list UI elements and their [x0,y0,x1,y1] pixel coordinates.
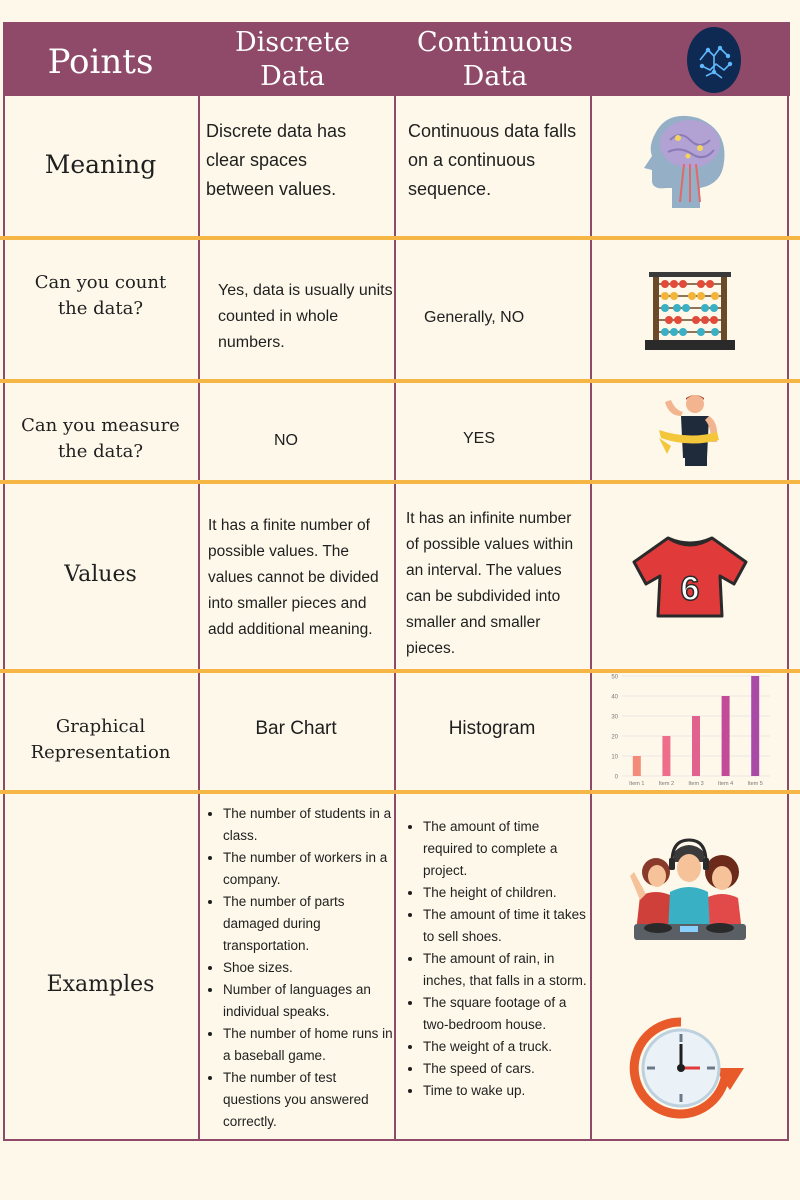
list-item: • The height of children. [423,882,589,904]
values-continuous-line: smaller and smaller [406,614,541,631]
chart-tick-label: 30 [611,714,618,721]
chart-bar [692,716,700,776]
list-item: • The speed of cars. [423,1058,589,1080]
header-discrete [200,26,385,94]
list-item: • Time to wake up. [423,1080,589,1102]
row-divider-1 [0,236,800,240]
meaning-continuous-line: on a continuous [408,150,536,170]
meaning-discrete-line: between values. [206,179,337,199]
values-discrete [208,513,393,643]
header-continuous-line1: Continuous [416,27,574,58]
header-points: Points [47,42,154,82]
jersey-icon [630,534,750,620]
examples-continuous [405,816,589,1102]
clock-icon [626,1016,746,1120]
row-label-values: Values [64,562,137,587]
column-divider-2 [394,96,396,1140]
header-continuous-line2: Data [462,61,528,92]
values-discrete-line: values cannot be divided [208,569,379,586]
chart-category-label: Item 2 [658,781,675,787]
examples-discrete [205,803,393,1133]
table-border-right [787,96,789,1140]
list-item: • Shoe sizes. [223,957,393,979]
mini-bar-chart [606,670,776,788]
column-divider-1 [198,96,200,1140]
list-item: • The number of parts damaged during transportation. [223,891,393,957]
jersey-number: 6 [680,570,700,608]
measuring-man-icon [655,392,725,468]
list-item: • The square footage of a two-bedroom house. [423,992,589,1036]
chart-tick-label: 40 [611,694,618,701]
chart-tick-label: 20 [611,734,618,741]
values-continuous-line: can be subdivided into [406,588,561,605]
list-item: • The amount of time it takes to sell shoes. [423,904,589,948]
chart-bar [633,756,641,776]
row-label-examples: Examples [46,972,155,997]
values-discrete-line: into smaller pieces and [208,595,367,612]
values-continuous-line: of possible values within [406,536,574,553]
count-discrete [218,278,394,356]
graphical-continuous: Histogram [448,718,536,739]
examples-continuous-list [405,816,589,1102]
measure-discrete: NO [274,432,298,449]
count-continuous: Generally, NO [424,309,525,326]
row-divider-2 [0,379,800,383]
meaning-discrete [206,117,391,204]
chart-category-label: Item 4 [717,781,734,787]
header-continuous [395,26,595,94]
values-discrete-line: add additional meaning. [208,621,373,638]
row-label-count-line: Can you count [34,272,167,293]
row-label-graphical [3,714,198,766]
list-item: • The number of students in a class. [223,803,393,847]
values-continuous-line: It has an infinite number [406,510,572,527]
values-continuous [406,506,590,662]
list-item: • The amount of time required to complete a project. [423,816,589,882]
row-label-measure [3,413,198,465]
head-brain-icon [640,110,730,210]
meaning-continuous-line: sequence. [408,179,492,199]
chart-bar [751,676,759,776]
meaning-discrete-line: clear spaces [206,150,308,170]
count-discrete-line: numbers. [218,334,285,351]
row-divider-3 [0,480,800,484]
row-label-count-line: the data? [57,298,144,319]
column-divider-3 [590,96,592,1140]
chart-tick-label: 10 [611,754,618,761]
row-label-measure-line: Can you measure [21,415,180,436]
row-divider-5 [0,790,800,794]
chart-category-label: Item 3 [688,781,704,787]
list-item: • The amount of rain, in inches, that falls in a storm. [423,948,589,992]
list-item: • Number of languages an individual speaks. [223,979,393,1023]
meaning-continuous-line: Continuous data falls [408,121,577,141]
chart-tick-label: 50 [611,674,618,681]
measure-continuous: YES [463,430,496,447]
graphical-discrete: Bar Chart [255,718,337,739]
values-discrete-line: It has a finite number of [208,517,370,534]
chart-category-label: Item 1 [629,781,645,787]
list-item: • The number of home runs in a baseball game. [223,1023,393,1067]
meaning-continuous [408,117,588,204]
row-label-graphical-line: Graphical [55,716,146,737]
list-item: • The number of test questions you answered correctly. [223,1067,393,1133]
meaning-discrete-line: Discrete data has [206,121,347,141]
chart-category-label: Item 5 [747,781,763,787]
values-discrete-line: possible values. The [208,543,350,560]
count-discrete-line: counted in whole [218,308,339,325]
chart-bar [722,696,730,776]
chart-tick-label: 0 [614,774,618,781]
values-continuous-line: an interval. The values [406,562,562,579]
chart-bar [662,736,670,776]
abacus-icon [645,272,735,352]
header-discrete-line2: Data [260,61,325,92]
examples-discrete-list [205,803,393,1133]
values-continuous-line: pieces. [406,640,456,657]
list-item: • The number of workers in a company. [223,847,393,891]
row-label-meaning: Meaning [44,150,157,179]
brain-circuit-icon [686,26,742,94]
list-item: • The weight of a truck. [423,1036,589,1058]
header-discrete-line1: Discrete [235,27,350,58]
row-label-graphical-line: Representation [30,742,171,763]
table-border-bottom [3,1139,789,1141]
dj-people-icon [624,836,754,942]
row-label-count [3,270,198,322]
count-discrete-line: Yes, data is usually units [218,282,393,299]
row-label-measure-line: the data? [57,441,144,462]
